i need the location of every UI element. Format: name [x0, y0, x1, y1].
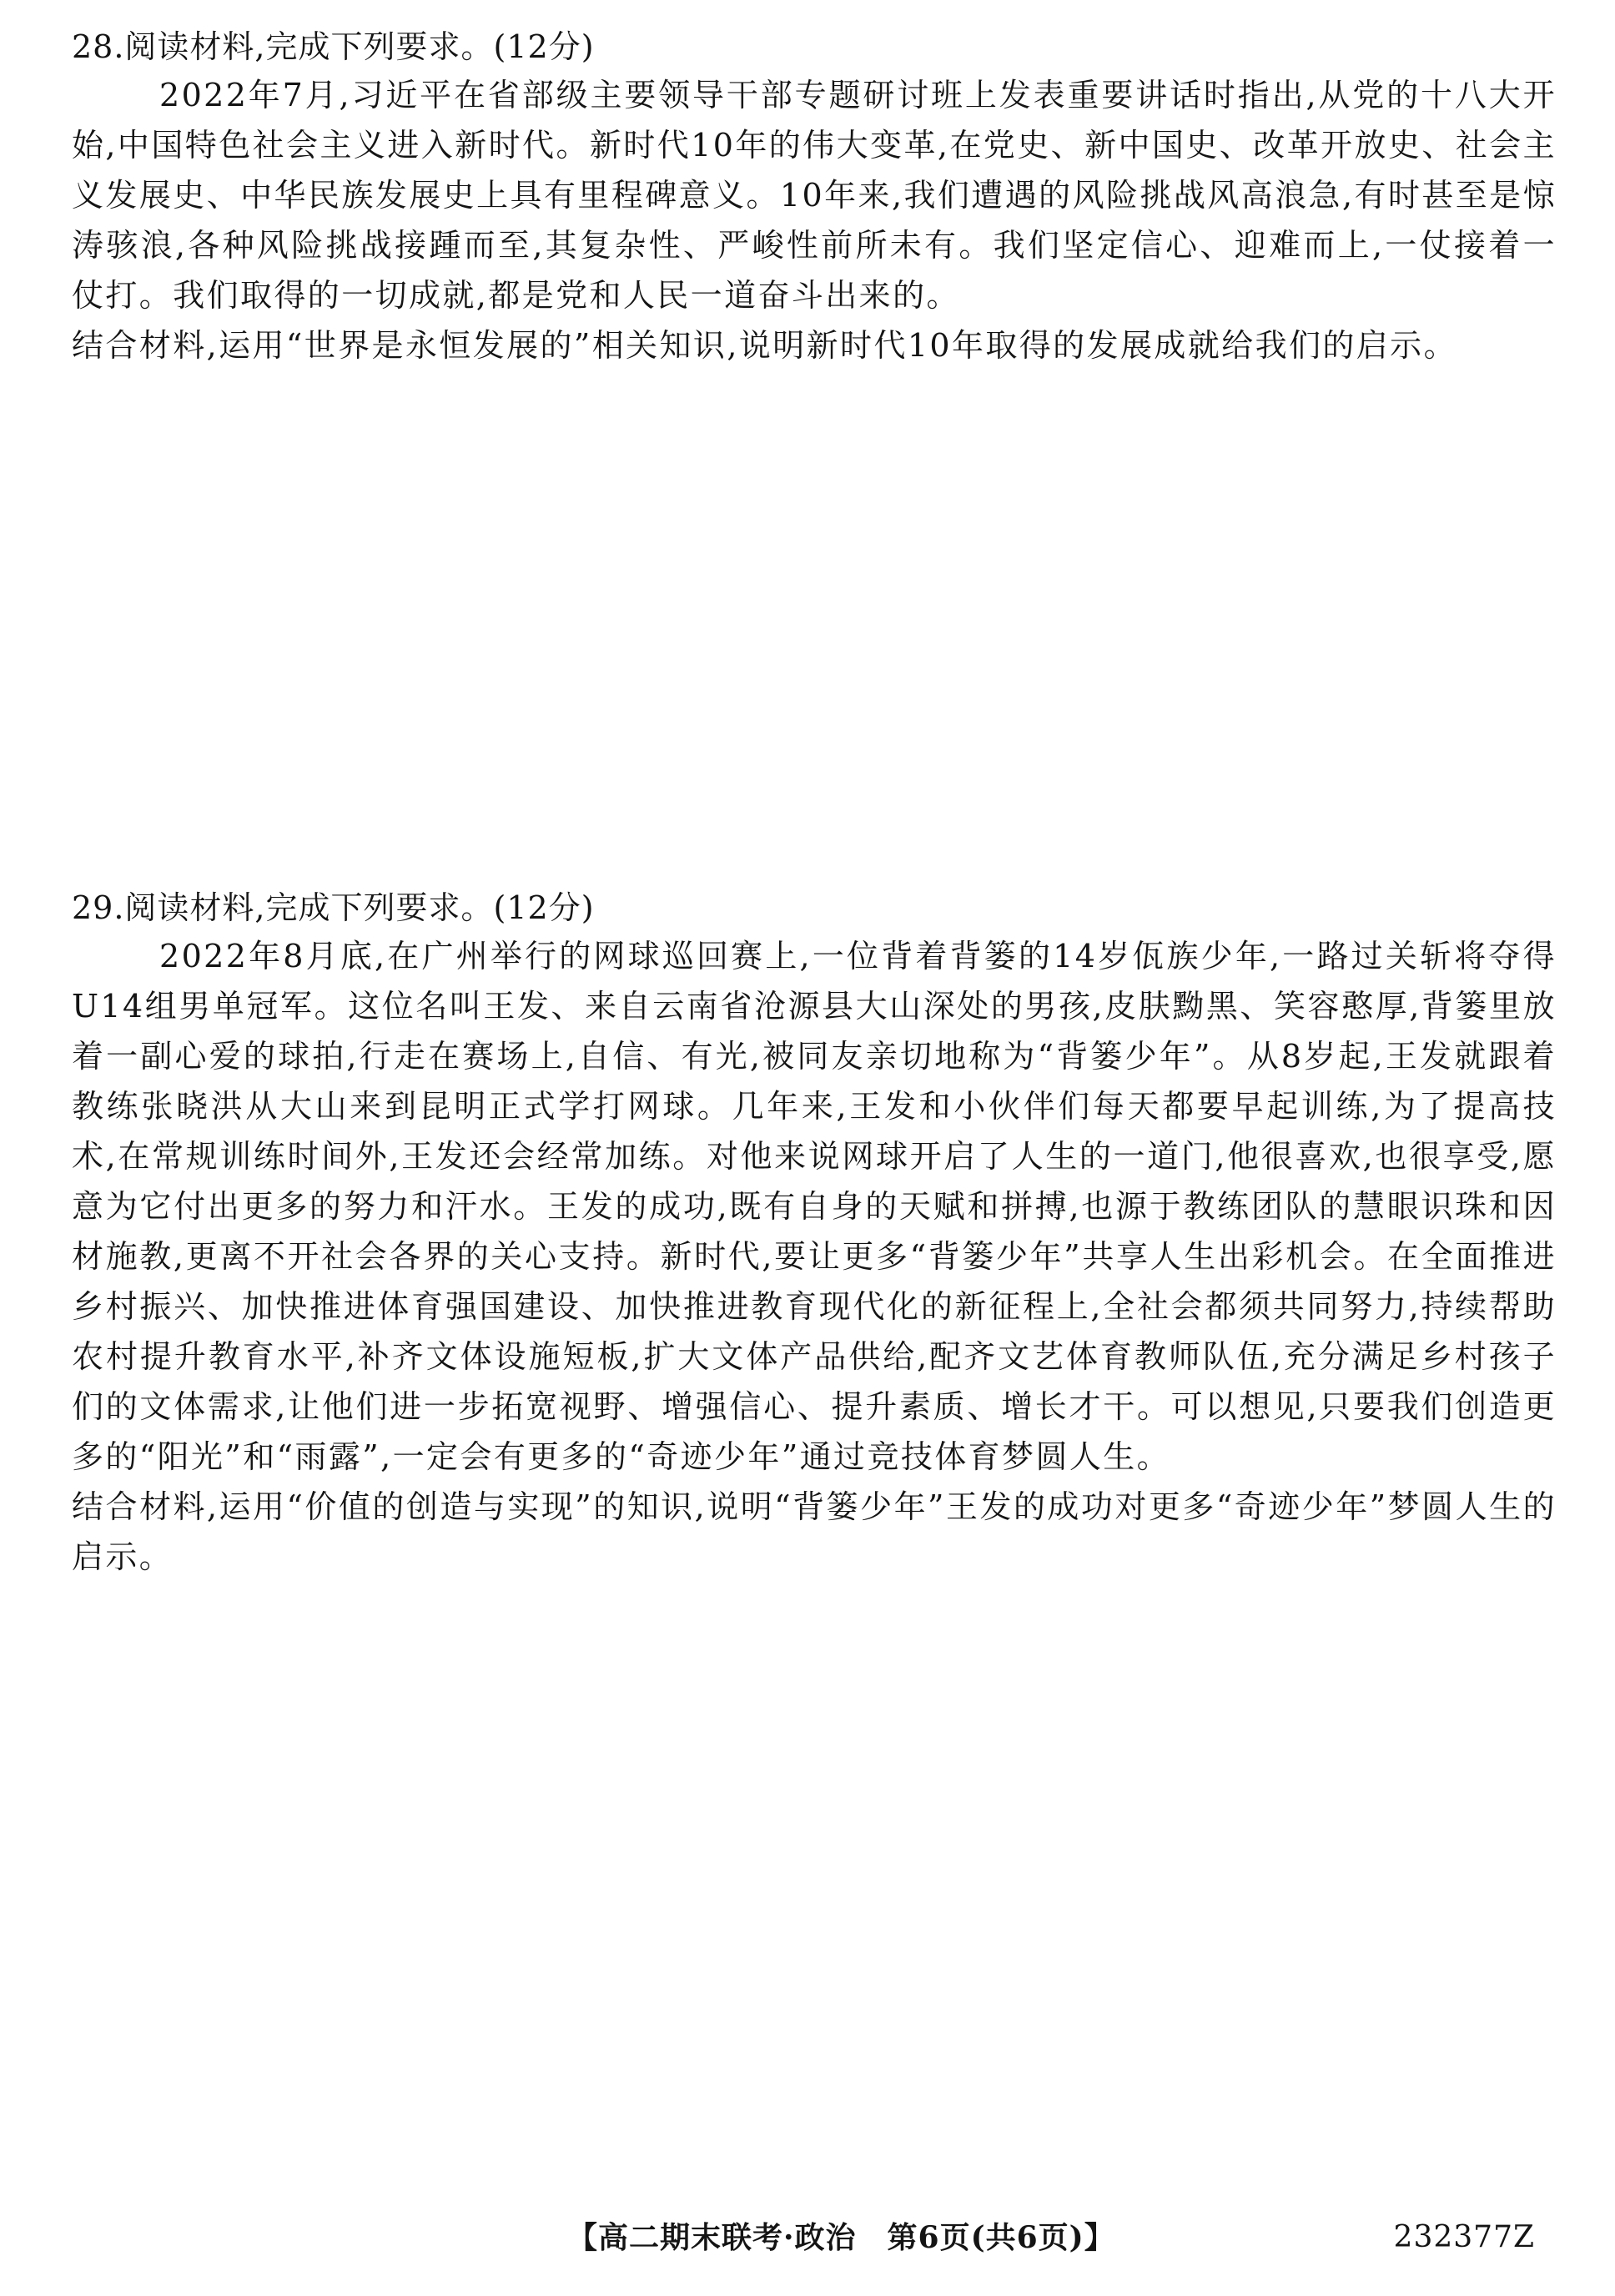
task-text: 结合材料,运用“世界是永恒发展的”相关知识,说明新时代10年取得的发展成就给我们的启示。 [72, 327, 1457, 364]
task-text: 结合材料,运用“价值的创造与实现”的知识,说明“背篓少年”王发的成功对更多“奇迹少年”梦圆人生的启示。 [72, 1488, 1557, 1575]
question-heading: 29.阅读材料,完成下列要求。(12分) [72, 889, 595, 926]
question-body [72, 931, 1557, 1582]
footer-exam-title: 【高二期末联考·政治 第6页(共6页)】 [567, 2220, 1115, 2255]
material-text: 2022年7月,习近平在省部级主要领导干部专题研讨班上发表重要讲话时指出,从党的十八大开始,中国特色社会主义进入新时代。新时代10年的伟大变革,在党史、新中国史、改革开放史、社会主义发展史、中华民族发展史上具有里程碑意义。10年来,我们遭遇的风险挑战风高浪急,有时甚至是惊涛骇浪,各种风险挑战接踵而至,其复杂性、严峻性前所未有。我们坚定信心、迎难而上,一仗接着一仗打。我们取得的一切成就,都是党和人民一道奋斗出来的。 [72, 77, 1557, 314]
material-text: 2022年8月底,在广州举行的网球巡回赛上,一位背着背篓的14岁佤族少年,一路过关斩将夺得U14组男单冠军。这位名叫王发、来自云南省沧源县大山深处的男孩,皮肤黝黑、笑容憨厚,背篓里放着一副心爱的球拍,行走在赛场上,自信、有光,被同友亲切地称为“背篓少年”。从8岁起,王发就跟着教练张晓洪从大山来到昆明正式学打网球。几年来,王发和小伙伴们每天都要早起训练,为了提高技术,在常规训练时间外,王发还会经常加练。对他来说网球开启了人生的一道门,他很喜欢,也很享受,愿意为它付出更多的努力和汗水。王发的成功,既有自身的天赋和拼搏,也源于教练团队的慧眼识珠和因材施教,更离不开社会各界的关心支持。新时代,要让更多“背篓少年”共享人生出彩机会。在全面推进乡村振兴、加快推进体育强国建设、加快推进教育现代化的新征程上,全社会都须共同努力,持续帮助农村提升教育水平,补齐文体设施短板,扩大文体产品供给,配齐文艺体育教师队伍,充分满足乡村孩子们的文体需求,让他们进一步拓宽视野、增强信心、提升素质、增长才干。可以想见,只要我们创造更多的“阳光”和“雨露”,一定会有更多的“奇迹少年”通过竞技体育梦圆人生。 [72, 938, 1557, 1475]
footer-paper-code: 232377Z [1393, 2220, 1535, 2254]
question-heading: 28.阅读材料,完成下列要求。(12分) [72, 28, 595, 65]
page-footer [0, 2213, 1615, 2263]
question-29 [72, 884, 1557, 1582]
question-28 [72, 23, 1557, 370]
question-body [72, 70, 1557, 370]
